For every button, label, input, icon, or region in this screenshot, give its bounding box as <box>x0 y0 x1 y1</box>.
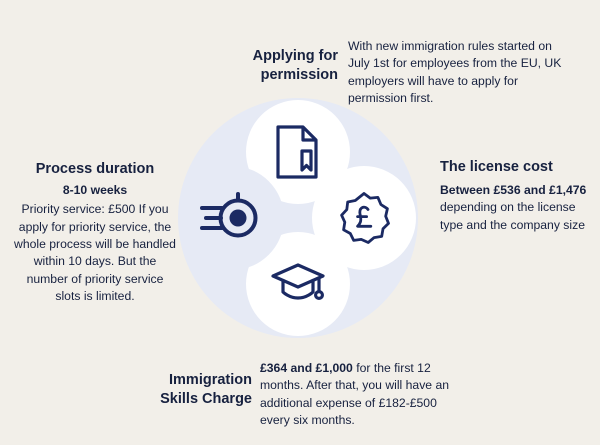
clock-speed-icon <box>200 189 264 247</box>
applying-body: With new immigration rules started on July 1st for employees from the EU, UK employers will have to apply for permission first. <box>348 39 562 105</box>
license-body-block <box>440 182 590 234</box>
venn-diagram <box>178 98 418 338</box>
skills-body-lead: £364 and £1,000 <box>260 361 353 375</box>
skills-title: Immigration Skills Charge <box>160 372 252 407</box>
skills-body-block <box>260 360 460 429</box>
license-title: The license cost <box>440 159 553 175</box>
venn-lobe-process[interactable] <box>180 166 284 270</box>
process-title: Process duration <box>35 161 155 177</box>
pound-badge-icon <box>336 190 392 246</box>
process-body <box>14 182 176 305</box>
process-body-lead: 8-10 weeks <box>62 183 128 197</box>
applying-body-block <box>348 38 566 107</box>
document-bookmark-icon <box>272 123 324 181</box>
graduation-cap-icon <box>269 258 327 310</box>
process-body-block <box>14 182 176 305</box>
skills-title-block <box>130 371 252 408</box>
license-title-block <box>440 158 590 177</box>
applying-title: Applying for permission <box>252 48 338 83</box>
skills-body-rest: for the first 12 months. After that, you will have an additional expense of £182-£500 every six months. <box>260 361 450 427</box>
process-body-rest: Priority service: £500 If you apply for priority service, the whole process will be handled within 10 days. But the number of priority service slots is limited. <box>14 202 176 303</box>
license-body <box>440 182 590 234</box>
applying-title-block <box>196 47 338 84</box>
skills-body <box>260 360 460 429</box>
license-body-rest: depending on the license type and the company size <box>440 200 585 232</box>
process-title-block <box>14 160 176 179</box>
license-body-lead: Between £536 and £1,476 <box>440 183 587 197</box>
